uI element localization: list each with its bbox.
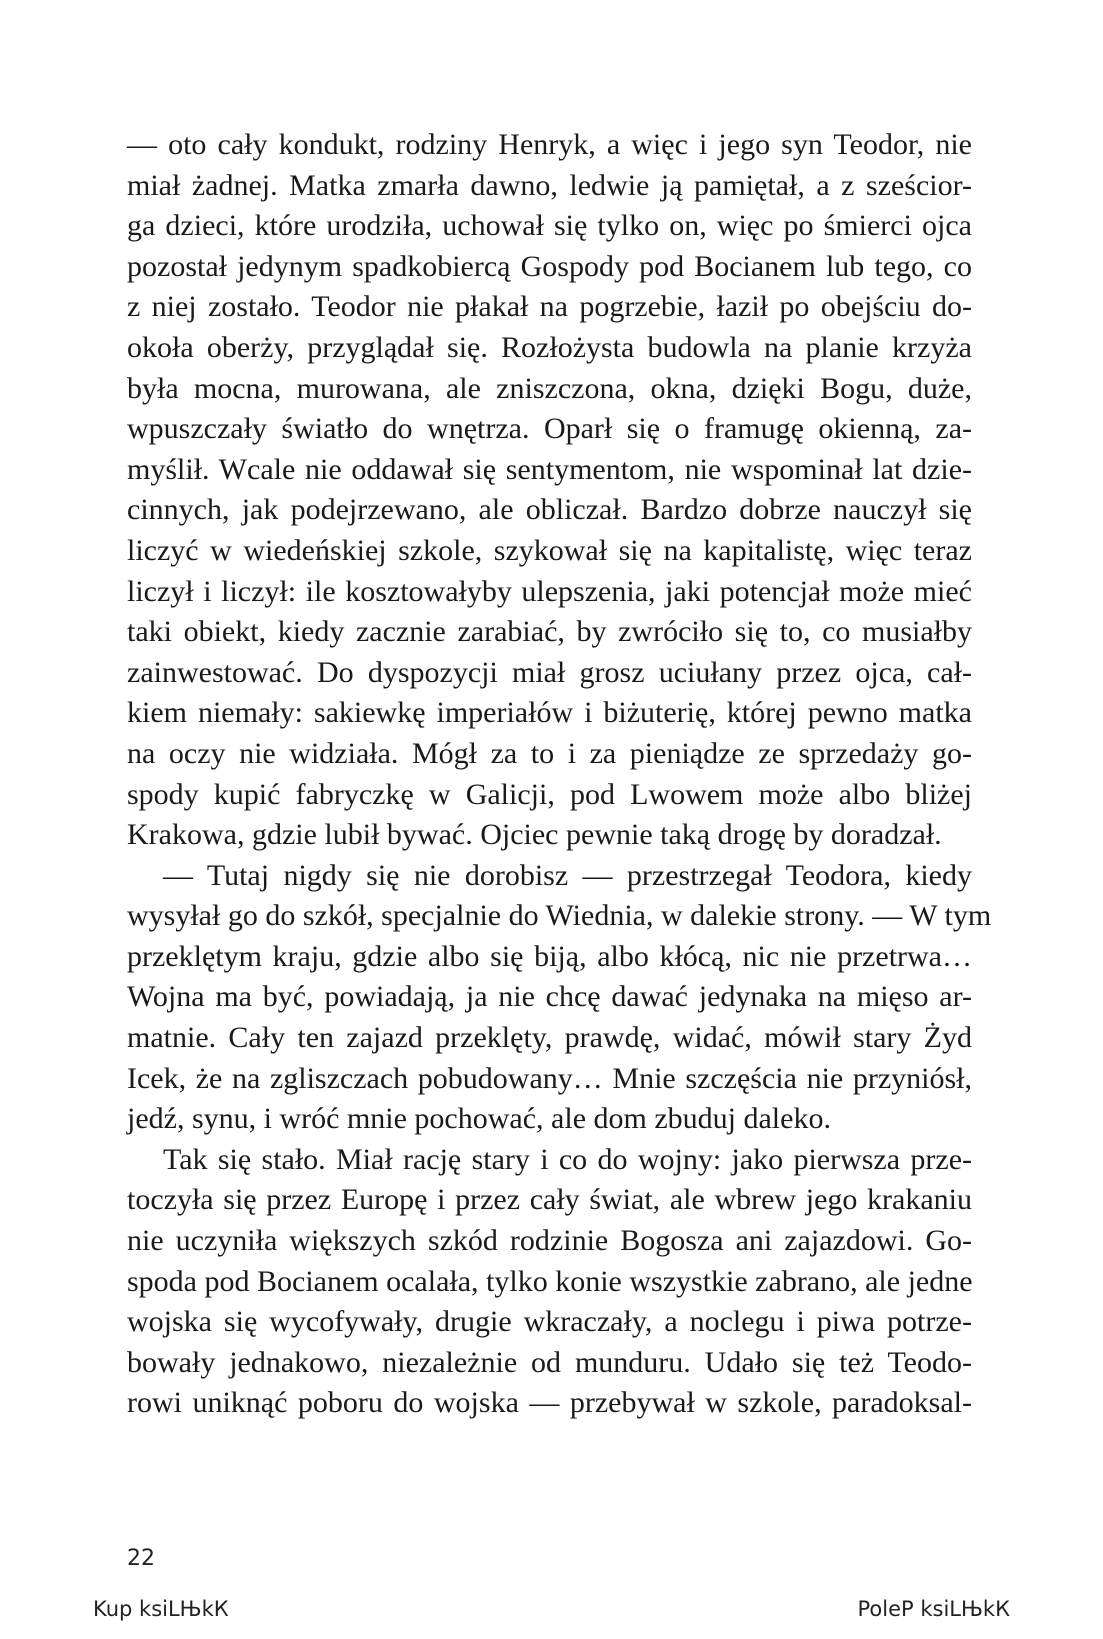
text-line: miał żadnej. Matka zmarła dawno, ledwie ją pamiętał, a z sześcior- <box>127 168 972 202</box>
text-line: przeklętym kraju, gdzie albo się biją, albo kłócą, nic nie przetrwa… <box>127 939 972 973</box>
text-line: cinnych, jak podejrzewano, ale obliczał. Bardzo dobrze nauczył się <box>127 493 972 527</box>
text-line: Icek, że na zgliszczach pobudowany… Mnie szczęścia nie przyniósł, <box>127 1061 972 1095</box>
text-line: nie uczyniła większych szkód rodzinie Bogosza ani zajazdowi. Go- <box>127 1224 972 1258</box>
text-line: rowi uniknąć poboru do wojska — przebywał w szkole, paradoksal- <box>127 1386 972 1420</box>
text-line: ga dzieci, które urodziła, uchował się tylko on, więc po śmierci ojca <box>127 209 972 243</box>
text-line: pozostał jedynym spadkobiercą Gospody pod Bocianem lub tego, co <box>127 249 972 283</box>
text-line: — oto cały kondukt, rodziny Henryk, a więc i jego syn Teodor, nie <box>127 128 972 161</box>
text-line: spody kupić fabryczkę w Galicji, pod Lwowem może albo bliżej <box>127 777 972 811</box>
text-line: matnie. Cały ten zajazd przeklęty, prawdę, widać, mówił stary Żyd <box>127 1021 972 1055</box>
text-line: Krakowa, gdzie lubił bywać. Ojciec pewnie taką drogę by doradzał. <box>127 818 942 852</box>
buy-book-link[interactable]: Kup ksiLЊkК <box>93 1597 229 1621</box>
recommend-book-link[interactable]: PoleР ksiLЊkК <box>857 1597 1010 1621</box>
text-line: jedź, synu, i wróć mnie pochować, ale dom zbuduj daleko. <box>127 1102 831 1136</box>
text-line: toczyła się przez Europę i przez cały świat, ale wbrew jego krakaniu <box>127 1183 972 1217</box>
text-line: — Tutaj nigdy się nie dorobisz — przestrzegał Teodora, kiedy <box>163 858 972 892</box>
text-line: wojska się wycofywały, drugie wkraczały, a noclegu i piwa potrze- <box>127 1305 972 1339</box>
text-line: wysyłał go do szkół, specjalnie do Wiednia, w dalekie strony. — W tym <box>127 899 992 933</box>
text-line: zainwestować. Do dyspozycji miał grosz uciułany przez ojca, cał- <box>127 655 972 689</box>
text-line: spoda pod Bocianem ocalała, tylko konie wszystkie zabrano, ale jedne <box>127 1264 973 1298</box>
body-text <box>127 125 992 1424</box>
text-line: na oczy nie widziała. Mógł za to i za pieniądze ze sprzedaży go- <box>127 736 972 770</box>
text-line: myślił. Wcale nie oddawał się sentymentom, nie wspominał lat dzie- <box>127 452 972 486</box>
text-line: wpuszczały światło do wnętrza. Oparł się o framugę okienną, za- <box>127 412 972 446</box>
text-line: Tak się stało. Miał rację stary i co do wojny: jako pierwsza prze- <box>163 1142 972 1176</box>
text-line: bowały jednakowo, niezależnie od munduru. Udało się też Teodo- <box>127 1345 972 1379</box>
text-line: taki obiekt, kiedy zacznie zarabiać, by zwróciło się to, co musiałby <box>127 615 972 649</box>
text-line: z niej zostało. Teodor nie płakał na pogrzebie, łaził po obejściu do- <box>127 290 972 324</box>
text-line: Wojna ma być, powiadają, ja nie chcę dawać jedynaka na mięso ar- <box>127 980 972 1014</box>
text-line: liczyć w wiedeńskiej szkole, szykował się na kapitalistę, więc teraz <box>127 533 972 567</box>
text-line: okoła oberży, przyglądał się. Rozłożysta budowla na planie krzyża <box>127 330 972 364</box>
text-line: była mocna, murowana, ale zniszczona, okna, dzięki Bogu, duże, <box>127 371 972 405</box>
text-line: liczył i liczył: ile kosztowałyby ulepszenia, jaki potencjał może mieć <box>127 574 972 608</box>
page-number: 22 <box>127 1546 155 1571</box>
text-line: kiem niemały: sakiewkę imperiałów i biżuterię, której pewno matka <box>127 696 972 730</box>
